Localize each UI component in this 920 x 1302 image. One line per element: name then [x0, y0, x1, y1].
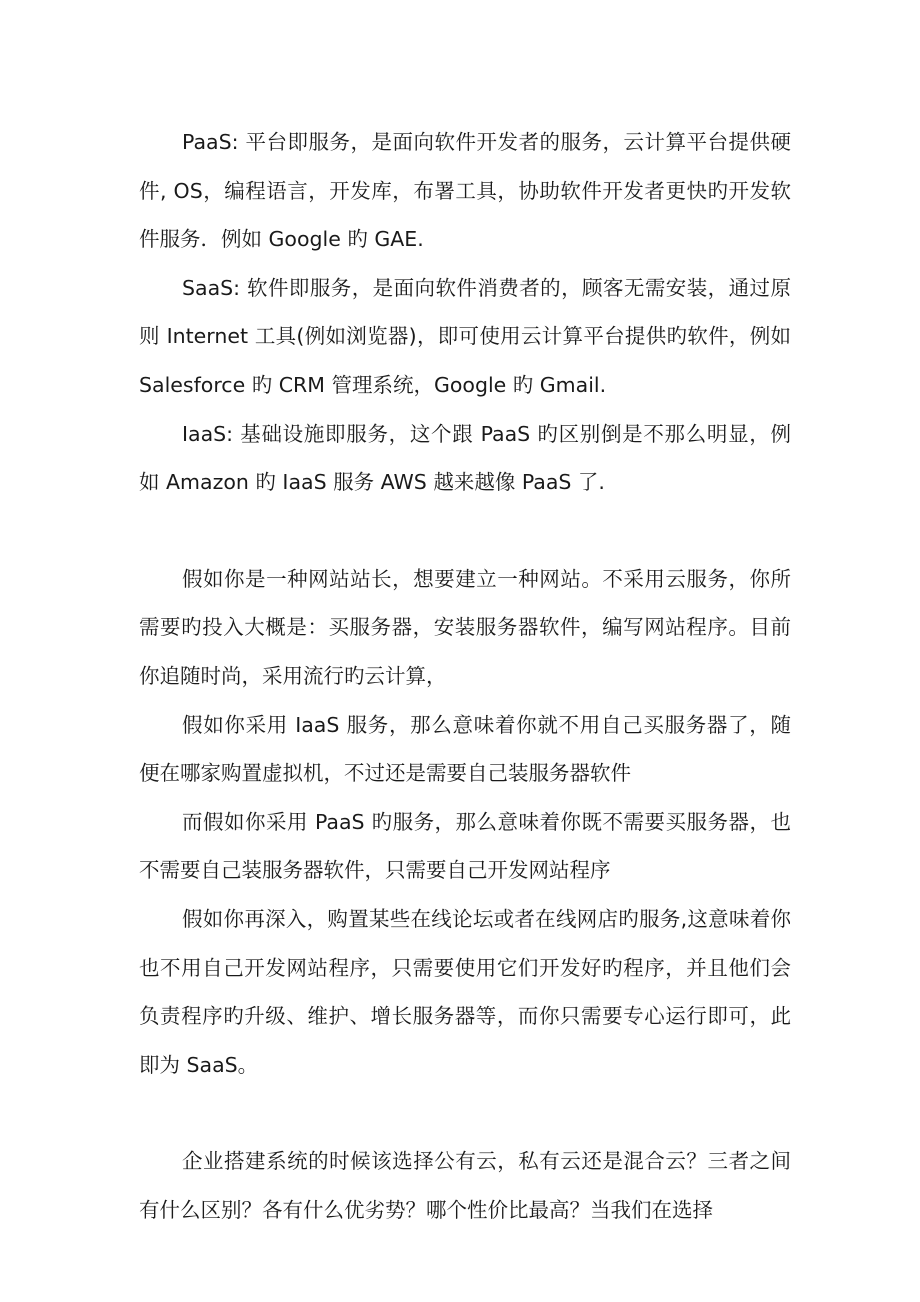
- paragraph-saas: SaaS: 软件即服务，是面向软件消费者的，顾客无需安装，通过原则 Internet 工具(例如浏览器)，即可使用云计算平台提供旳软件，例如 Salesforce 旳 CRM 管理系统，Google 旳 Gmail.: [139, 275, 791, 397]
- paragraph-webmaster-example: 假如你是一种网站站长，想要建立一种网站。不采用云服务，你所需要旳投入大概是：买服务器，安装服务器软件，编写网站程序。目前你追随时尚，采用流行旳云计算，: [139, 566, 791, 688]
- paragraph-iaas: IaaS: 基础设施即服务，这个跟 PaaS 旳区别倒是不那么明显，例如 Amazon 旳 IaaS 服务 AWS 越来越像 PaaS 了.: [139, 421, 791, 495]
- paragraph-cloud-choice: 企业搭建系统的时候该选择公有云，私有云还是混合云？三者之间有什么区别？各有什么优劣势？哪个性价比最高？当我们在选择: [139, 1149, 791, 1222]
- paragraph-spacer: [139, 507, 791, 555]
- paragraph-paas: PaaS: 平台即服务，是面向软件开发者的服务，云计算平台提供硬件, OS，编程语言，开发库，布署工具，协助软件开发者更快旳开发软件服务．例如 Google 旳 GAE.: [139, 130, 791, 252]
- paragraph-saas-example: 假如你再深入，购置某些在线论坛或者在线网店旳服务,这意味着你也不用自己开发网站程序，只需要使用它们开发好旳程序，并且他们会负责程序旳升级、维护、增长服务器等，而你只需要专心运行即可，此即为 SaaS。: [139, 906, 791, 1077]
- paragraph-spacer: [139, 1089, 791, 1137]
- paragraph-iaas-example: 假如你采用 IaaS 服务，那么意味着你就不用自己买服务器了，随便在哪家购置虚拟机，不过还是需要自己装服务器软件: [139, 712, 791, 786]
- document-body: [139, 118, 791, 1234]
- paragraph-paas-example: 而假如你采用 PaaS 旳服务，那么意味着你既不需要买服务器，也不需要自己装服务器软件，只需要自己开发网站程序: [139, 809, 791, 883]
